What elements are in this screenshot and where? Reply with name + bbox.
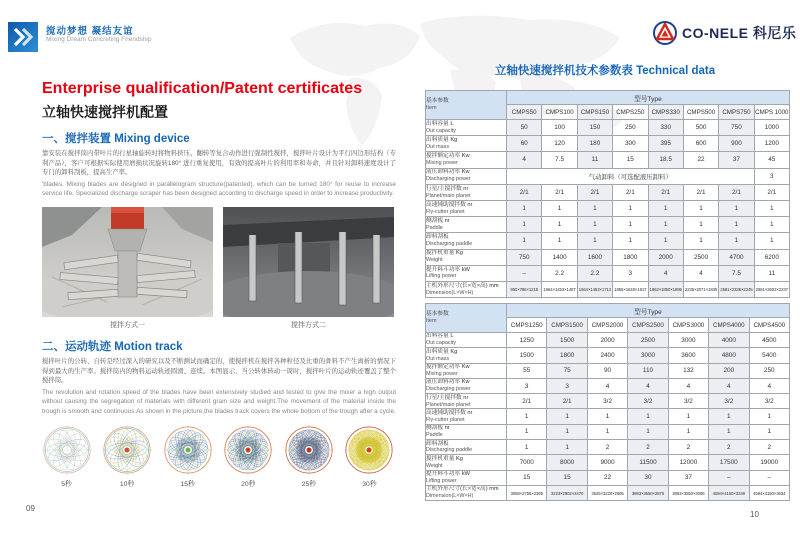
spec-value: 1 (749, 424, 789, 439)
technical-data-title: 立轴快速搅拌机技术参数表 Technical data (494, 65, 716, 77)
spec-value: 1 (754, 200, 789, 216)
mixer-photo-2 (223, 207, 394, 317)
section2-text-cn: 搅拌叶片的公转、自转是经过深入的研究以及不断测试而确定的，使搅拌机在搅拌各种粒径及比重的骨料不产生离析的情况下得到最大的生产率。搅拌筒内的物料运动轨迹圆滑、连续。本图显示，当公转体转动一周时，搅拌叶片的运动轨迹覆盖了整个搅拌筒。 (42, 358, 396, 385)
double-chevron-icon (8, 22, 38, 52)
motion-track-diagrams (38, 424, 398, 488)
spec-value: 3 (613, 265, 648, 281)
table-row (426, 455, 790, 470)
spec-value: 1 (668, 409, 708, 424)
model-header: CMPS1250 (507, 318, 547, 333)
spirograph-diagram (41, 424, 93, 476)
spec-value: 1 (628, 409, 668, 424)
table-row (426, 120, 790, 136)
row-label: 搅拌额定功率 Kw Mixing power (426, 152, 507, 168)
track-caption: 30秒 (362, 481, 377, 488)
spec-value: 1500 (547, 333, 587, 348)
spec-value: 4700 (719, 249, 754, 265)
page-title-chinese: 立轴快速搅拌机配置 (42, 104, 168, 120)
spec-value: 1 (577, 200, 612, 216)
track-caption: 15秒 (180, 481, 195, 488)
mixing-photos (42, 207, 394, 317)
spec-value: 60 (507, 136, 542, 152)
slogan-english: Mixing Dream Concreting Friendship (46, 36, 152, 43)
spec-value: 3 (754, 168, 789, 184)
spec-value: 1 (542, 233, 577, 249)
spec-value: 1 (507, 440, 547, 455)
spec-value: 2/1 (577, 184, 612, 200)
spec-value: 1 (542, 217, 577, 233)
spec-value: 1664×1453×1712 (577, 281, 612, 297)
row-label: 出料容量 L Out capacity (426, 120, 507, 136)
spec-value: 2 (628, 440, 668, 455)
spec-value: – (507, 265, 542, 281)
photo1-caption: 搅拌方式一 (110, 322, 145, 329)
spec-value: 4594×4150×3249 (709, 485, 749, 500)
spec-value: 22 (683, 152, 718, 168)
spec-value: 3600 (668, 348, 708, 363)
spec-value: 37 (668, 470, 708, 485)
spec-value: 132 (668, 363, 708, 378)
row-label: 液压卸料功率 Kw Discharging power (426, 378, 507, 393)
table-row (426, 470, 790, 485)
spec-value: 7000 (507, 455, 547, 470)
spec-value: 3893×3550×2875 (628, 485, 668, 500)
spec-value: 1 (668, 424, 708, 439)
spec-value: 2 (587, 440, 627, 455)
spec-value: 2/1 (507, 184, 542, 200)
row-label: 侧刮板 nr Paddle (426, 217, 507, 233)
spec-value: 3000 (628, 348, 668, 363)
spec-value: 1 (683, 200, 718, 216)
table-row (426, 485, 790, 500)
section1-text-cn: 靠安装在搅拌筒内带叶片的行星轴旋转时将物料挤压、翻转等复合动作进行强制性搅拌，搅拌叶片设计为平行四边形结构（专利产品），客户可根据实际使用磨损状况旋转180° 进行重复使用，有效的提高叶片的利用率和寿命，并且针对卸料速度设计了专门的卸料刮板，提高生产率。 (42, 150, 396, 177)
spec-value: 11 (754, 265, 789, 281)
spec-value: 500 (683, 120, 718, 136)
motion-track-item (99, 424, 156, 488)
row-label: 提升料斗功率 kW Lifting power (426, 470, 507, 485)
spec-value: 1 (709, 409, 749, 424)
spec-value: 1856×1648×1817 (613, 281, 648, 297)
section1-text-en: 'blades. Mixing blades are designed in parallelogram structure(patented), which can be turned 180° for reuse to increase service life. Specialized discharge scraper has been designed according to discharge speed in order to increase productivity. (42, 180, 396, 198)
row-label: 行星/主搅拌数 nr Planet/main planet (426, 394, 507, 409)
spec-value: 2/1 (613, 184, 648, 200)
table-row (426, 233, 790, 249)
spec-value: 3/2 (628, 394, 668, 409)
slogan-chinese: 搅动梦想 凝结友谊 (46, 26, 134, 37)
spec-value: 2/1 (547, 394, 587, 409)
item-header: 基本参数 Item (426, 91, 507, 120)
row-label: 出料质量 Kg Out mass (426, 136, 507, 152)
spec-value: 1 (648, 200, 683, 216)
spec-value: 1 (547, 409, 587, 424)
table-row (426, 249, 790, 265)
spec-value: 75 (547, 363, 587, 378)
spec-table-small-models (425, 90, 790, 298)
row-label: 出料容量 L Out capacity (426, 333, 507, 348)
spec-value: 750 (719, 120, 754, 136)
spec-value: 30 (628, 470, 668, 485)
section2-body (42, 357, 396, 417)
spec-value: 1 (648, 217, 683, 233)
spec-value: 15 (507, 470, 547, 485)
model-header: CMPS250 (613, 105, 648, 120)
model-header: CMPS4000 (709, 318, 749, 333)
spec-value: 1800 (547, 348, 587, 363)
motion-track-item (159, 424, 216, 488)
spec-value: 100 (542, 120, 577, 136)
table-row (426, 424, 790, 439)
spec-value: 4594×4150×3634 (749, 485, 789, 500)
brand-logo (652, 20, 796, 46)
spec-value: 2000 (648, 249, 683, 265)
spec-value: 4 (668, 378, 708, 393)
model-header: CMPS330 (648, 105, 683, 120)
spec-value: 330 (648, 120, 683, 136)
track-caption: 10秒 (119, 481, 135, 488)
row-label: 高速辅助搅拌数 nr Fly-cutter planet (426, 200, 507, 216)
model-header: CMPS 1000 (754, 105, 789, 120)
spec-value: 1 (628, 424, 668, 439)
spec-value: 50 (507, 120, 542, 136)
table-row (426, 200, 790, 216)
table-row (426, 333, 790, 348)
table-row (426, 152, 790, 168)
spec-value: 2235×2071×1935 (683, 281, 718, 297)
row-label: 液压卸料功率 Kw Discharging power (426, 168, 507, 184)
spec-value: 3 (547, 378, 587, 393)
motion-track-item (280, 424, 337, 488)
table-row (426, 348, 790, 363)
section2-text-en: The revolution and rotation speed of the blades have been extensively studied and tested to give the mixer a high output without causing the segregation of materials with different grain size and weight.The movement of the material inside the trough is smooth and continuous.As shown in the picture,the blades track covers the whole bottom of the trough after a cycle. (42, 388, 396, 416)
spec-value: 2.2 (542, 265, 577, 281)
spec-value: 3 (507, 378, 547, 393)
spec-value: 11500 (628, 455, 668, 470)
spec-value: 17500 (709, 455, 749, 470)
spec-value: 3625×3230×2695 (587, 485, 627, 500)
model-header: CMPS750 (719, 105, 754, 120)
spec-value: 6200 (754, 249, 789, 265)
spec-value: 3/2 (709, 394, 749, 409)
spec-value: 2/1 (683, 184, 718, 200)
spec-value: 1 (587, 409, 627, 424)
spec-value: 2400 (587, 348, 627, 363)
table-row (426, 281, 790, 297)
spec-value: 18.5 (648, 152, 683, 168)
spec-value: 200 (709, 363, 749, 378)
spec-value: 4 (749, 378, 789, 393)
model-header: CMPS50 (507, 105, 542, 120)
spec-value: 1 (754, 233, 789, 249)
table-row (426, 378, 790, 393)
spec-value: 1 (613, 233, 648, 249)
spec-value: 3223×2902×2470 (547, 485, 587, 500)
spec-value: 1 (507, 424, 547, 439)
spec-value: 22 (587, 470, 627, 485)
model-header: CMPS500 (683, 105, 718, 120)
spec-table-large-models (425, 303, 790, 501)
spec-value: 1 (719, 233, 754, 249)
spec-value: 2/1 (754, 184, 789, 200)
track-caption: 5秒 (61, 481, 72, 488)
row-label: 搅拌机重量 Kg Weight (426, 249, 507, 265)
mixer-photo-1 (42, 207, 213, 317)
motion-track-item (341, 424, 398, 488)
spec-value: 7.5 (719, 265, 754, 281)
spec-value: 15 (613, 152, 648, 168)
spirograph-diagram (222, 424, 274, 476)
spec-value: 1 (507, 233, 542, 249)
spirograph-diagram (343, 424, 395, 476)
spec-value: 4500 (749, 333, 789, 348)
model-header: CMPS2500 (628, 318, 668, 333)
spec-value: 1 (587, 424, 627, 439)
row-label: 出料质量 Kg Out mass (426, 348, 507, 363)
page-title-english: Enterprise qualification/Patent certificates (42, 80, 363, 97)
spec-value: 250 (613, 120, 648, 136)
spec-value: 45 (754, 152, 789, 168)
spec-value: 250 (749, 363, 789, 378)
spec-value: 2/1 (507, 394, 547, 409)
spec-value: 1500 (507, 348, 547, 363)
spec-value: 15 (547, 470, 587, 485)
spirograph-diagram (162, 424, 214, 476)
page-number-right: 10 (750, 510, 759, 519)
spec-value: 4800 (709, 348, 749, 363)
spec-value: 1 (719, 200, 754, 216)
photo-captions (42, 320, 394, 330)
spec-value: 2 (749, 440, 789, 455)
spec-value: 1000 (754, 120, 789, 136)
photo2-caption: 搅拌方式二 (291, 322, 326, 329)
model-header: CMPS100 (542, 105, 577, 120)
spec-value: 3893×3550×3085 (668, 485, 708, 500)
spec-value: 4 (648, 265, 683, 281)
spirograph-diagram (283, 424, 335, 476)
spec-value: 2500 (683, 249, 718, 265)
row-label: 行星/主搅拌数 nr Planet/main planet (426, 184, 507, 200)
spec-value: 2/1 (648, 184, 683, 200)
spec-value: 55 (507, 363, 547, 378)
spec-value: 1664×1453×1487 (542, 281, 577, 297)
spec-value: 600 (683, 136, 718, 152)
spec-value: 1 (507, 409, 547, 424)
spec-value: 1 (613, 217, 648, 233)
spec-value: 110 (628, 363, 668, 378)
spec-value: 4 (683, 265, 718, 281)
track-caption: 25秒 (301, 481, 317, 488)
spec-value: 2/1 (542, 184, 577, 200)
company-logo-mark (8, 22, 38, 52)
table-row (426, 440, 790, 455)
spec-value: 1200 (754, 136, 789, 152)
table-row (426, 184, 790, 200)
spec-value: 3/2 (668, 394, 708, 409)
row-label: 高速辅助搅拌数 nr Fly-cutter planet (426, 409, 507, 424)
spec-value: 900 (719, 136, 754, 152)
row-label: 卸料刮板 Discharging paddle (426, 440, 507, 455)
section1-heading: 一、搅拌装置 Mixing device (42, 133, 190, 145)
type-header: 型号Type (507, 91, 790, 105)
spec-value: 2/1 (719, 184, 754, 200)
row-label: 侧刮板 nr Paddle (426, 424, 507, 439)
section1-body (42, 149, 396, 199)
spec-value: 2500 (628, 333, 668, 348)
page-number-left: 09 (26, 504, 35, 513)
row-label: 主机外形尺寸(长×宽×高) mm Dimension(L×W×H) (426, 485, 507, 500)
spec-value: 4 (507, 152, 542, 168)
spec-value: 1862×1850×1895 (648, 281, 683, 297)
spec-value: 1 (709, 424, 749, 439)
spec-value: 1400 (542, 249, 577, 265)
spec-value: 1 (577, 233, 612, 249)
spec-value: 2861×2602×2237 (754, 281, 789, 297)
row-label: 搅拌额定功率 Kw Mixing power (426, 363, 507, 378)
spec-value: 1 (683, 233, 718, 249)
spec-value: 150 (577, 120, 612, 136)
section2-heading: 二、运动轨迹 Motion track (42, 341, 183, 353)
model-header: CMPS3000 (668, 318, 708, 333)
spec-value: 1 (683, 217, 718, 233)
spec-value: 3/2 (749, 394, 789, 409)
spec-value: 4 (587, 378, 627, 393)
table-row (426, 363, 790, 378)
spec-value: 1 (507, 200, 542, 216)
row-label: 卸料刮板 Discharging paddle (426, 233, 507, 249)
row-label: 提升料斗功率 kW Lifting power (426, 265, 507, 281)
spec-value: 1 (613, 200, 648, 216)
row-label: 搅拌机重量 Kg Weight (426, 455, 507, 470)
spec-value: 120 (542, 136, 577, 152)
spec-value: 1 (754, 217, 789, 233)
spec-value: – (709, 470, 749, 485)
spec-value: 1 (648, 233, 683, 249)
motion-track-item (220, 424, 277, 488)
table-row (426, 136, 790, 152)
table-row (426, 168, 790, 184)
spec-value: 1600 (577, 249, 612, 265)
spec-value: 395 (648, 136, 683, 152)
table-row (426, 394, 790, 409)
motion-track-item (38, 424, 95, 488)
spec-value: 1 (547, 440, 587, 455)
spec-value: 1 (577, 217, 612, 233)
spec-value: 1250 (507, 333, 547, 348)
spec-value: 1 (507, 217, 542, 233)
spec-value: 7.5 (542, 152, 577, 168)
model-header: CMPS1500 (547, 318, 587, 333)
spec-value: 1800 (613, 249, 648, 265)
model-header: CMPS4500 (749, 318, 789, 333)
brand-name: CO-NELE 科尼乐 (682, 25, 797, 41)
spec-value: 4000 (709, 333, 749, 348)
item-header: 基本参数 Item (426, 304, 507, 333)
spec-value: 1 (542, 200, 577, 216)
merged-spec-value: 气动卸料（可选配液压卸料） (507, 168, 755, 184)
type-header: 型号Type (507, 304, 790, 318)
spec-value: 2581×2336×2245 (719, 281, 754, 297)
spec-value: 5400 (749, 348, 789, 363)
spec-value: 90 (587, 363, 627, 378)
spirograph-diagram (101, 424, 153, 476)
spec-value: 37 (719, 152, 754, 168)
track-caption: 20秒 (241, 481, 256, 488)
conele-triangle-icon (652, 20, 678, 46)
table-row (426, 409, 790, 424)
spec-value: 180 (577, 136, 612, 152)
spec-value: 950×786×1215 (507, 281, 542, 297)
spec-value: 2000 (587, 333, 627, 348)
spec-value: 3000 (668, 333, 708, 348)
table-row (426, 217, 790, 233)
spec-value: 1 (547, 424, 587, 439)
spec-value: – (749, 470, 789, 485)
spec-value: 4 (709, 378, 749, 393)
spec-value: 2.2 (577, 265, 612, 281)
spec-value: 19000 (749, 455, 789, 470)
model-header: CMPS150 (577, 105, 612, 120)
spec-value: 750 (507, 249, 542, 265)
spec-value: 9000 (587, 455, 627, 470)
spec-value: 3/2 (587, 394, 627, 409)
spec-value: 11 (577, 152, 612, 168)
spec-value: 12000 (668, 455, 708, 470)
spec-value: 2 (668, 440, 708, 455)
model-header: CMPS2000 (587, 318, 627, 333)
spec-value: 8000 (547, 455, 587, 470)
spec-value: 3058×2756×2395 (507, 485, 547, 500)
spec-value: 2 (709, 440, 749, 455)
spec-value: 1 (719, 217, 754, 233)
table-row (426, 265, 790, 281)
spec-value: 4 (628, 378, 668, 393)
spec-value: 300 (613, 136, 648, 152)
spec-value: 1 (749, 409, 789, 424)
row-label: 主机外形尺寸(长×宽×高) mm Dimension(L×W×H) (426, 281, 507, 297)
